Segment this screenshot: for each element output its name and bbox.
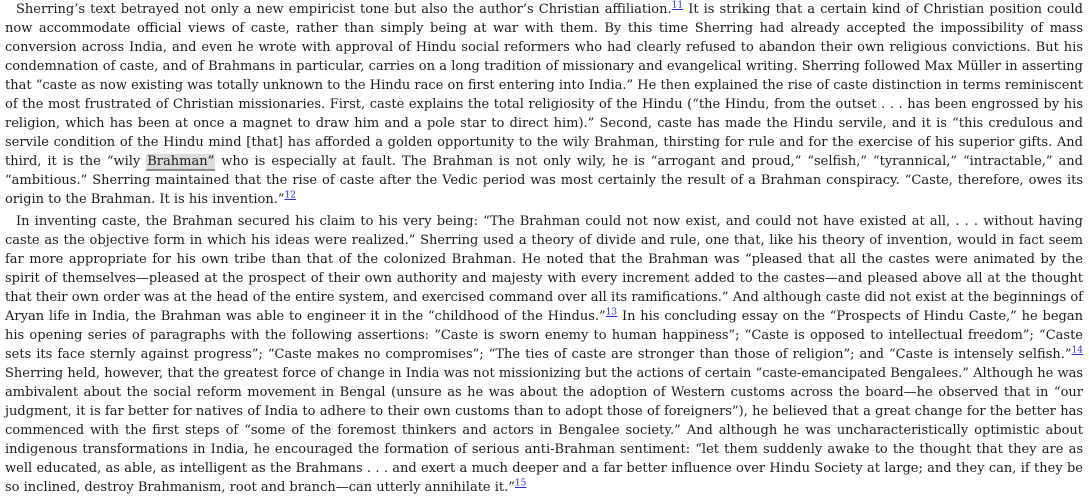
paragraph-1 (5, 0, 1083, 209)
footnote-link-12[interactable]: 12 (284, 190, 296, 201)
footnote-link-14[interactable]: 14 (1071, 345, 1083, 356)
paragraph-2 (5, 212, 1083, 497)
text-run: Sherring’s text betrayed not only a new empiricist tone but also the author’s Christian affiliation. (16, 2, 672, 17)
footnote-link-13[interactable]: 13 (605, 307, 618, 318)
highlighted-text[interactable]: Brahman” (147, 154, 215, 169)
footnote-link-11[interactable]: 11 (671, 0, 684, 11)
text-run: In inventing caste, the Brahman secured his claim to his very being: “The Brahman could not now exist, and could not have existed at all, . . . without having caste as the objective form in which his ideas were realized.” Sherring used a theory of divide and rule, one that, like his theory of invention, would in fact seem far more appropriate for his own tribe than that of the colonized Brahman. He noted that the Brahman was “pleased that all the castes were animated by the spirit of themselves—pleased at the prospect of their own authority and majesty with every increment added to the castes—and pleased above all at the thought that their own order was at the head of the entire system, and exercised command over all its ramifications.” And although caste did not exist at the beginnings of Aryan life in India, the Brahman was able to engineer it in the “childhood of the Hindus.” (5, 214, 1083, 324)
text-run: Sherring held, however, that the greatest force of change in India was not missionizing but the actions of certain “caste-emancipated Bengalees.” Although he was ambivalent about the social reform movement in Bengal (unsure as he was about the adoption of Western customs across the board—he observed that in “our judgment, it is far better for natives of India to adhere to their own customs than to adopt those of foreigners”), he believed that a great change for the better has commenced with the first steps of “some of the foremost thinkers and actors in Bengalee society.” And although he was uncharacteristically optimistic about indigenous transformations in India, he encouraged the formation of serious anti-Brahman sentiment: “let them suddenly awake to the thought that they are as well educated, as able, as intelligent as the Brahmans . . . and exert a much deeper and a far better influence over Hindu Society at large; and they can, if they be so inclined, destroy Brahmanism, root and branch—can utterly annihilate it.” (5, 366, 1083, 495)
text-run: In his concluding essay on the “Prospects of Hindu Caste,” he began his opening series of paragraphs with the following assertions: “Caste is sworn enemy to human happiness”; “Caste is opposed to intellectual freedom”; “Caste sets its face sternly against progress”; “Caste makes no compromises”; “The ties of caste are stronger than those of religion”; and “Caste is intensely selfish.” (5, 309, 1083, 362)
footnote-link-15[interactable]: 15 (514, 478, 527, 489)
text-run: It is striking that a certain kind of Christian position could now accommodate official views of caste, rather than simply being at war with them. By this time Sherring had already accepted the impossibility of mass conversion across India, and even he wrote with approval of Hindu social reformers who had clearly refused to abandon their own religious convictions. But his condemnation of caste, and of Brahmans in particular, carries on a long tradition of missionary and evangelical writing. Sherring followed Max Müller in asserting that “caste as now existing was totally unknown to the Hindu race on first entering into India.” He then explained the rise of caste distinction in terms reminiscent of the most frustrated of Christian missionaries. First, caste explains the total religiosity of the Hindu (“the Hindu, from the outset . . . has been engrossed by his religion, which has been at once a magnet to draw him and a pole star to direct him).” Second, caste has made the Hindu servile, and it is “this credulous and servile condition of the Hindu mind [that] has afforded a golden opportunity to the wily Brahman, thirsting for rule and for the exercise of his superior gifts. And third, it is the “wily (5, 2, 1083, 169)
text-run: who is especially at fault. The Brahman is not only wily, he is “arrogant and proud,” “selfish,” “tyrannical,” “intractable,” and “ambitious.” Sherring maintained that the rise of caste after the Vedic period was most certainly the result of a Brahman conspiracy. “Caste, therefore, owes its origin to the Brahman. It is his invention.” (5, 154, 1083, 207)
